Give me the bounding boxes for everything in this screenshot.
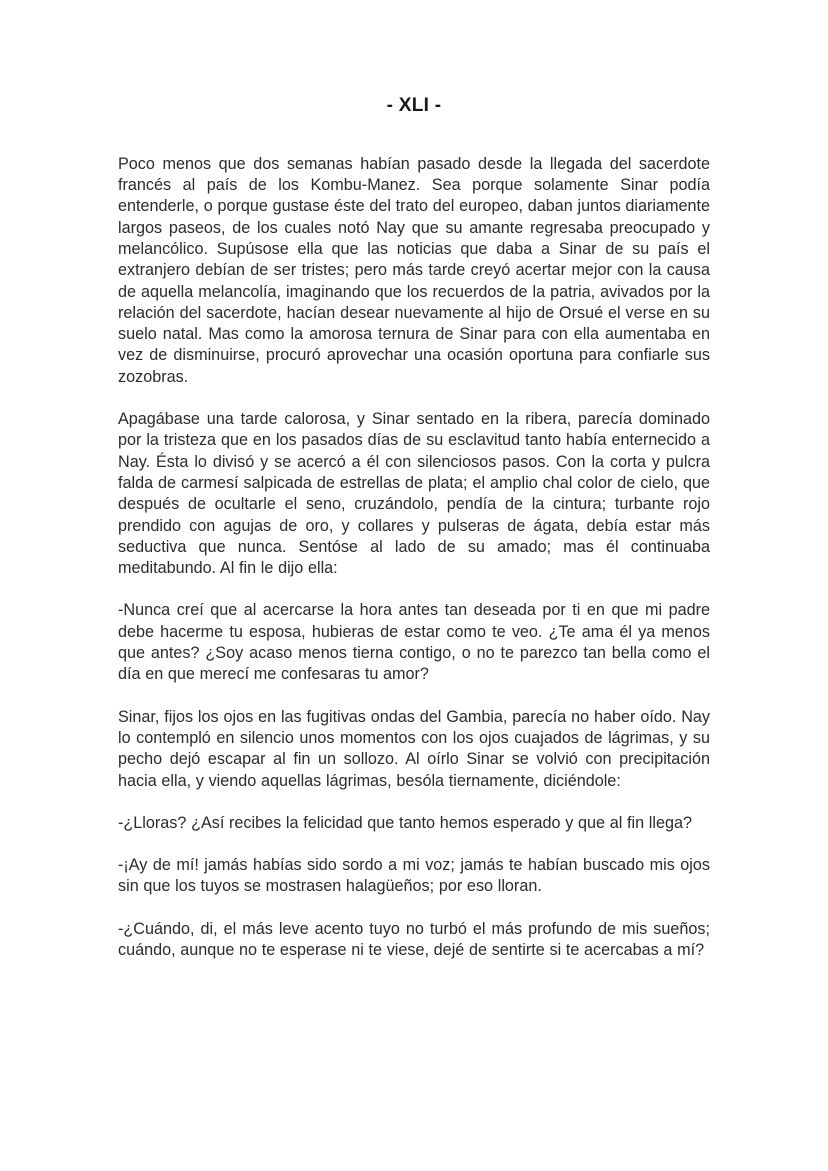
dialogue-paragraph: -¿Lloras? ¿Así recibes la felicidad que tanto hemos esperado y que al fin llega? xyxy=(118,813,692,832)
dialogue-paragraph: -¡Ay de mí! jamás habías sido sordo a mi voz; jamás te habían buscado mis ojos sin que los tuyos se mostrasen halagüeños; por eso lloran. xyxy=(118,856,710,896)
body-paragraph: Apagábase una tarde calorosa, y Sinar sentado en la ribera, parecía dominado por la tristeza que en los pasados días de su esclavitud tanto había enternecido a Nay. Ésta lo divisó y se acercó a él con silenciosos pasos. Con la corta y pulcra falda de carmesí salpicada de estrellas de plata; el amplio chal color de cielo, que después de ocultarle el seno, cruzándolo, pendía de la cintura; turbante rojo prendido con agujas de oro, y collares y pulseras de ágata, debía estar más seductiva que nunca. Sentóse al lado de su amado; mas él continuaba meditabundo. Al fin le dijo ella: xyxy=(118,410,710,578)
dialogue-paragraph: -Nunca creí que al acercarse la hora antes tan deseada por ti en que mi padre debe hacerme tu esposa, hubieras de estar como te veo. ¿Te ama él ya menos que antes? ¿Soy acaso menos tierna contigo, o no te parezco tan bella como el día en que merecí me confesaras tu amor? xyxy=(118,601,710,684)
body-paragraph: Poco menos que dos semanas habían pasado desde la llegada del sacerdote francés al país de los Kombu-Manez. Sea porque solamente Sinar podía entenderle, o porque gustase éste del trato del europeo, daban juntos diariamente largos paseos, de los cuales notó Nay que su amante regresaba preocupado y melancólico. Supúsose ella que las noticias que daba a Sinar de su país el extranjero debían de ser tristes; pero más tarde creyó acertar mejor con la causa de aquella melancolía, imaginando que los recuerdos de la patria, avivados por la relación del sacerdote, hacían desear nuevamente al hijo de Orsué el verse en su suelo natal. Mas como la amorosa ternura de Sinar para con ella aumentaba en vez de disminuirse, procuró aprovechar una ocasión oportuna para confiarle sus zozobras. xyxy=(118,154,710,386)
chapter-title: - XLI - xyxy=(386,95,442,116)
page-content-column xyxy=(118,95,710,961)
body-paragraph: Sinar, fijos los ojos en las fugitivas ondas del Gambia, parecía no haber oído. Nay lo contempló en silencio unos momentos con los ojos cuajados de lágrimas, y su pecho dejó escapar al fin un sollozo. Al oírlo Sinar se volvió con precipitación hacia ella, y viendo aquellas lágrimas, besóla tiernamente, diciéndole: xyxy=(118,707,710,790)
dialogue-paragraph: -¿Cuándo, di, el más leve acento tuyo no turbó el más profundo de mis sueños; cuándo, aunque no te esperase ni te viese, dejé de sentirte si te acercabas a mí? xyxy=(118,919,710,959)
